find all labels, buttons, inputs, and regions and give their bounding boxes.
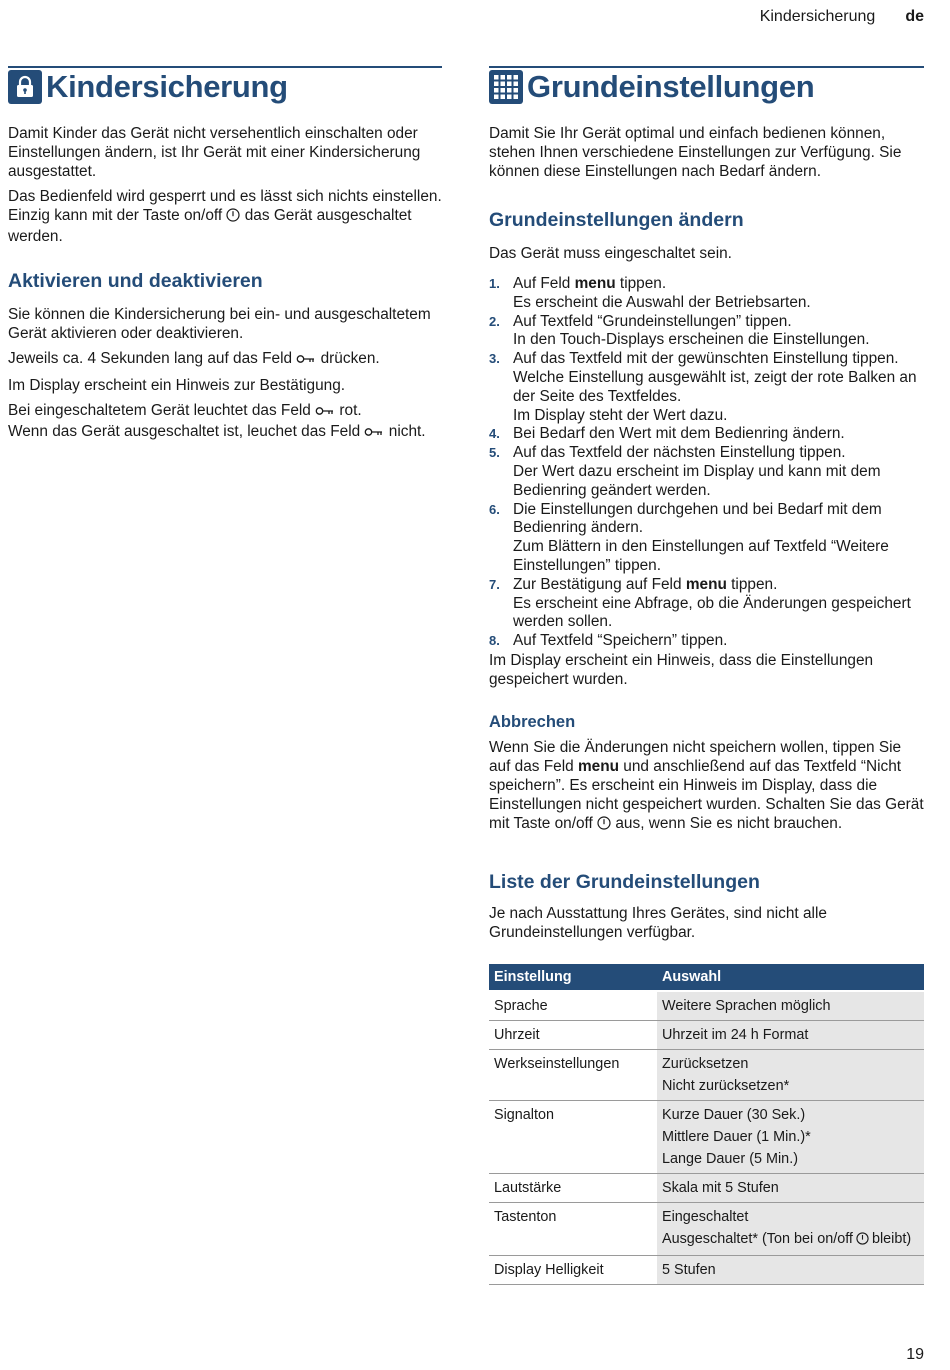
header-language: de xyxy=(905,8,924,25)
option: Zurücksetzen xyxy=(662,1055,749,1072)
option: 5 Stufen xyxy=(662,1261,716,1278)
header-section: Kindersicherung xyxy=(759,8,876,25)
settings-table xyxy=(489,964,924,1285)
paragraph xyxy=(8,422,442,443)
setting-name: Tastenton xyxy=(489,1202,657,1255)
text: nicht. xyxy=(388,423,426,440)
step-text: Bei Bedarf den Wert mit dem Bedienring ändern. xyxy=(513,425,845,443)
option: Uhrzeit im 24 h Format xyxy=(662,1026,809,1043)
setting-name: Sprache xyxy=(489,991,657,1021)
intro-paragraph: Damit Kinder das Gerät nicht versehentlich einschalten oder Einstellungen ändern, ist Ihr Gerät mit einer Kindersicherung ausgestattet. xyxy=(8,125,421,180)
cancel-heading: Abbrechen xyxy=(489,712,576,731)
step-result: Es erscheint die Auswahl der Betriebsarten. xyxy=(513,293,811,311)
page-title: Kindersicherung xyxy=(46,69,288,104)
step-text: Auf das Textfeld mit der gewünschten Einstellung tippen. xyxy=(513,350,899,368)
option: Lange Dauer (5 Min.) xyxy=(662,1150,798,1167)
step-text: Auf Textfeld “Speichern” tippen. xyxy=(513,632,728,650)
step-text: Zur Bestätigung auf Feld xyxy=(513,575,686,593)
after-steps-text: Im Display erscheint ein Hinweis, dass die Einstellungen gespeichert wurden. xyxy=(489,651,874,688)
text: Jeweils ca. 4 Sekunden lang auf das Feld xyxy=(8,350,293,367)
option: Mittlere Dauer (1 Min.)* xyxy=(662,1128,811,1145)
option-text: Ausgeschaltet* (Ton bei on/off xyxy=(662,1230,853,1247)
step-text: Die Einstellungen durchgehen und bei Bedarf mit dem Bedienring ändern. xyxy=(513,500,882,537)
intro-text: Das Bedienfeld wird gesperrt und es lässt sich nichts einstellen. Einzig kann mit der Taste on/off xyxy=(8,188,442,224)
lock-icon xyxy=(8,70,42,104)
table-row xyxy=(489,1020,924,1049)
step-result: Welche Einstellung ausgewählt ist, zeigt der rote Balken an der Seite des Textfeldes. xyxy=(513,368,917,405)
precondition: Das Gerät muss eingeschaltet sein. xyxy=(489,245,732,262)
table-row xyxy=(489,1100,924,1173)
menu-keyword: menu xyxy=(574,275,616,292)
option: Weitere Sprachen möglich xyxy=(662,997,831,1014)
option: Nicht zurücksetzen* xyxy=(662,1077,790,1094)
table-row xyxy=(489,1255,924,1284)
table-header-row xyxy=(489,964,924,991)
step-item xyxy=(489,444,924,500)
power-icon xyxy=(226,208,240,227)
section-title: Grundeinstellungen xyxy=(527,69,815,104)
text: Wenn Sie die Änderungen nicht speichern wollen, tippen Sie auf das Feld xyxy=(489,738,902,775)
option: Skala mit 5 Stufen xyxy=(662,1179,779,1196)
step-text: Auf Feld xyxy=(513,275,575,292)
text: und anschließend auf das Textfeld “Nicht speichern”. Es erscheint ein Hinweis im Display, dass die Einstellungen nicht gespeichert wurden. Schalten Sie das Gerät mit Taste on/off xyxy=(489,757,924,832)
option xyxy=(662,1228,919,1252)
step-number: 2. xyxy=(489,313,500,329)
step-number: 7. xyxy=(489,576,500,592)
setting-options xyxy=(657,1202,924,1255)
setting-options xyxy=(657,991,924,1021)
step-number: 3. xyxy=(489,351,500,367)
paragraph: Sie können die Kindersicherung bei ein- und ausgeschaltetem Gerät aktivieren oder deaktivieren. xyxy=(8,306,431,342)
text: aus, wenn Sie es nicht brauchen. xyxy=(615,814,843,832)
step-number: 5. xyxy=(489,445,500,461)
text: drücken. xyxy=(320,350,380,367)
table-row xyxy=(489,1202,924,1255)
page-header xyxy=(760,8,924,26)
step-item xyxy=(489,350,924,425)
step-result: In den Touch-Displays erscheinen die Einstellungen. xyxy=(513,331,870,349)
setting-options xyxy=(657,1020,924,1049)
setting-name: Uhrzeit xyxy=(489,1020,657,1049)
step-result: Zum Blättern in den Einstellungen auf Textfeld “Weitere Einstellungen” tippen. xyxy=(513,538,889,574)
step-text: Auf das Textfeld der nächsten Einstellung tippen. xyxy=(513,444,846,462)
column-header: Einstellung xyxy=(489,964,657,991)
step-item xyxy=(489,425,924,444)
setting-name: Lautstärke xyxy=(489,1173,657,1202)
paragraph: Im Display erscheint ein Hinweis zur Bestätigung. xyxy=(8,377,346,394)
setting-options xyxy=(657,1173,924,1202)
grid-icon xyxy=(489,70,523,104)
step-number: 8. xyxy=(489,633,500,649)
power-icon xyxy=(597,816,611,835)
intro-text: das Gerät ausgeschaltet werden. xyxy=(8,207,412,245)
step-text: tippen. xyxy=(726,575,778,593)
step-number: 1. xyxy=(489,276,500,291)
table-row xyxy=(489,991,924,1021)
step-number: 6. xyxy=(489,501,500,517)
step-number: 4. xyxy=(489,426,500,442)
key-icon xyxy=(315,403,335,422)
option-text: bleibt) xyxy=(871,1230,912,1247)
setting-options xyxy=(657,1100,924,1173)
step-result: Im Display steht der Wert dazu. xyxy=(513,406,728,424)
intro-paragraph: Damit Sie Ihr Gerät optimal und einfach bedienen können, stehen Ihnen verschiedene Einstellungen zur Verfügung. Sie können diese Einstellungen nach Bedarf ändern. xyxy=(489,125,902,180)
section-title-grundeinstellungen xyxy=(489,66,924,104)
step-result: Der Wert dazu erscheint im Display und kann mit dem Bedienring geändert werden. xyxy=(513,462,881,499)
step-text: Auf Textfeld “Grundeinstellungen” tippen. xyxy=(513,312,792,330)
option: Eingeschaltet xyxy=(662,1208,749,1225)
setting-name: Werkseinstellungen xyxy=(489,1049,657,1100)
text: Wenn das Gerät ausgeschaltet ist, leuchet das Feld xyxy=(8,423,361,440)
menu-keyword: menu xyxy=(577,757,620,775)
text: Bei eingeschaltetem Gerät leuchtet das Feld xyxy=(8,402,311,419)
cancel-paragraph xyxy=(489,738,924,835)
option: Kurze Dauer (30 Sek.) xyxy=(662,1106,806,1123)
step-result: Es erscheint eine Abfrage, ob die Änderungen gespeichert werden sollen. xyxy=(513,594,911,631)
power-icon xyxy=(856,1230,869,1252)
left-column xyxy=(8,66,442,449)
sub-heading: Aktivieren und deaktivieren xyxy=(8,270,263,292)
section-title-kindersicherung xyxy=(8,66,442,104)
key-icon xyxy=(296,351,316,370)
setting-options xyxy=(657,1049,924,1100)
menu-keyword: menu xyxy=(685,575,727,593)
table-row xyxy=(489,1173,924,1202)
step-text: tippen. xyxy=(615,275,667,292)
intro-paragraph xyxy=(8,187,442,246)
steps-list xyxy=(489,275,924,651)
column-header: Auswahl xyxy=(657,964,924,991)
key-icon xyxy=(364,424,384,443)
right-column xyxy=(489,66,924,1285)
sub-heading: Grundeinstellungen ändern xyxy=(489,209,744,231)
table-row xyxy=(489,1049,924,1100)
page-number: 19 xyxy=(906,1346,924,1363)
step-item xyxy=(489,275,924,313)
setting-options xyxy=(657,1255,924,1284)
step-item xyxy=(489,501,924,576)
step-item xyxy=(489,313,924,351)
step-item xyxy=(489,576,924,632)
step-item xyxy=(489,632,924,651)
setting-name: Signalton xyxy=(489,1100,657,1173)
paragraph xyxy=(8,401,442,422)
list-heading: Liste der Grundeinstellungen xyxy=(489,870,760,893)
text: rot. xyxy=(339,402,362,419)
setting-name: Display Helligkeit xyxy=(489,1255,657,1284)
list-intro: Je nach Ausstattung Ihres Gerätes, sind nicht alle Grundeinstellungen verfügbar. xyxy=(489,904,827,941)
paragraph xyxy=(8,349,442,370)
